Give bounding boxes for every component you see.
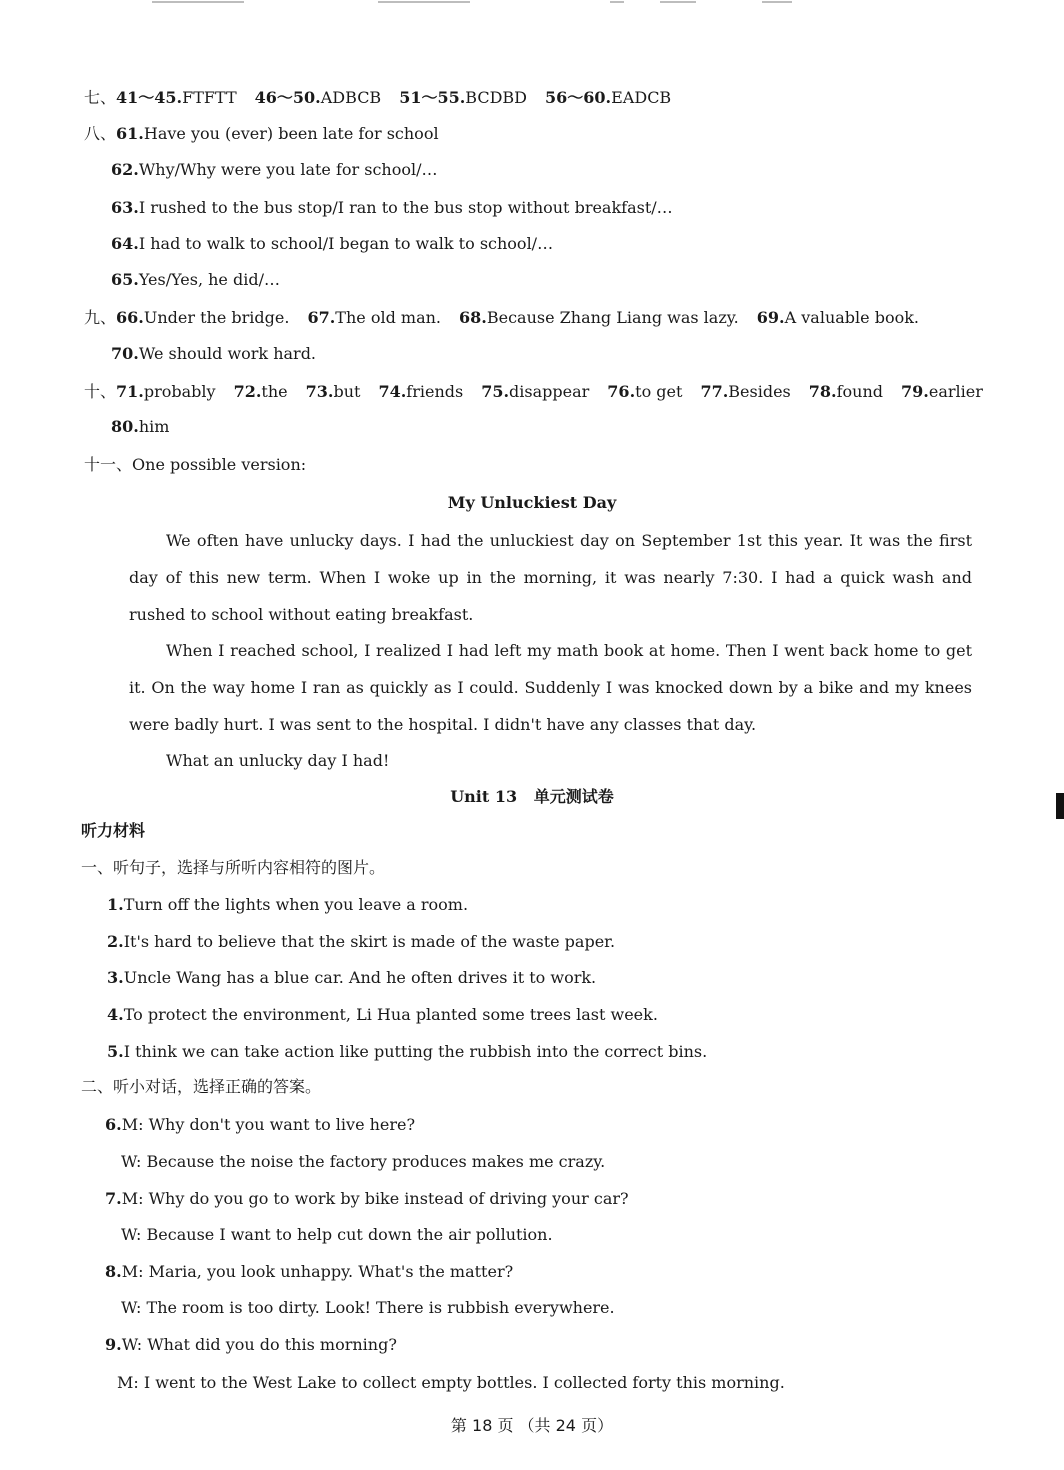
dialog-question: [105, 1188, 629, 1210]
sentence-text: It's hard to believe that the skirt is made of the waste paper.: [123, 932, 616, 951]
section-label: 十一、: [84, 455, 133, 474]
dialog-answer: M: I went to the West Lake to collect empty bottles. I collected forty this morning.: [117, 1373, 785, 1392]
item-number: 64.: [111, 234, 139, 253]
edge-scan-mark: [1056, 793, 1064, 819]
item-number: 66.: [116, 308, 144, 327]
item-answer: Why/Why were you late for school/…: [138, 160, 438, 179]
answers: EADCB: [611, 88, 672, 107]
answers: ADBCB: [320, 88, 382, 107]
section-label: 九、: [84, 308, 117, 327]
item-answer: Have you (ever) been late for school: [143, 124, 439, 143]
section-8-item: [84, 123, 439, 145]
section-9-item: [111, 343, 316, 365]
listening-sentence: [107, 931, 615, 953]
dialog-line: M: Maria, you look unhappy. What's the matter?: [121, 1262, 514, 1281]
dialog-answer: W: Because I want to help cut down the air pollution.: [121, 1225, 553, 1244]
item-number: 5.: [107, 1042, 124, 1061]
section-8-item: [111, 233, 553, 255]
dialog-question: [105, 1114, 415, 1136]
item-number: 67.: [307, 308, 336, 327]
item-answer: the: [261, 382, 288, 401]
item-number: 68.: [459, 308, 487, 327]
section-8-item: [111, 159, 438, 181]
item-answer: to get: [635, 382, 683, 401]
page-footer: 第 18 页 （共 24 页）: [450, 1416, 614, 1435]
unit-subtitle: 单元测试卷: [533, 787, 614, 806]
item-number: 78.: [808, 382, 837, 401]
item-number: 80.: [111, 417, 139, 436]
item-number: 1.: [107, 895, 124, 914]
item-number: 8.: [105, 1262, 122, 1281]
item-answer: earlier: [928, 382, 983, 401]
listening-sentence: [107, 1004, 658, 1026]
item-number: 3.: [107, 968, 124, 987]
sentence-text: To protect the environment, Li Hua planted some trees last week.: [123, 1005, 658, 1024]
answers: BCDBD: [465, 88, 528, 107]
sentence-text: Turn off the lights when you leave a room.: [123, 895, 469, 914]
item-number: 70.: [111, 344, 139, 363]
item-number: 2.: [107, 932, 124, 951]
section-9-answers: [84, 307, 919, 329]
dialog-line: M: Why do you go to work by bike instead of driving your car?: [121, 1189, 629, 1208]
item-answer: him: [138, 417, 170, 436]
item-answer: friends: [406, 382, 464, 401]
sentence-text: Uncle Wang has a blue car. And he often drives it to work.: [123, 968, 597, 987]
essay-paragraph: When I reached school, I realized I had left my math book at home. Then I went back home to get it. On the way home I ran as quickly as I could. Suddenly I was knocked down by a bike and my knees were badly hurt. I was sent to the hospital. I didn't have any classes that day.: [129, 641, 972, 734]
item-number: 76.: [607, 382, 636, 401]
dialog-line: M: Why don't you want to live here?: [121, 1115, 416, 1134]
unit-name: Unit 13: [450, 787, 518, 806]
top-edge-marks: [0, 0, 1064, 6]
item-number: 9.: [105, 1335, 122, 1354]
listening-part-2-label: 二、听小对话，选择正确的答案。: [81, 1077, 322, 1096]
item-number: 65.: [111, 270, 139, 289]
unit-heading: [0, 786, 1064, 808]
sentence-text: I think we can take action like putting the rubbish into the correct bins.: [123, 1042, 708, 1061]
section-10-item: [111, 416, 169, 438]
item-number: 75.: [481, 382, 510, 401]
listening-sentence: [107, 1041, 707, 1063]
listening-sentence: [107, 967, 596, 989]
dialog-answer: W: Because the noise the factory produces makes me crazy.: [121, 1152, 606, 1171]
dialog-question: [105, 1261, 513, 1283]
section-8-item: [111, 269, 280, 291]
section-8-item: [111, 197, 673, 219]
essay-paragraph: We often have unlucky days. I had the unluckiest day on September 1st this year. It was the first day of this new term. When I woke up in the morning, it was nearly 7:30. I had a quick wash and rushed to school without eating breakfast.: [129, 531, 972, 624]
listening-heading: 听力材料: [81, 821, 146, 840]
intro-text: One possible version:: [132, 455, 307, 474]
item-answer: but: [333, 382, 361, 401]
listening-sentence: [107, 894, 468, 916]
answers: FTFTT: [182, 88, 237, 107]
item-number: 7.: [105, 1189, 122, 1208]
question-range: 51～55.: [399, 88, 466, 107]
section-label: 十、: [84, 382, 117, 401]
item-answer: found: [836, 382, 884, 401]
dialog-line: W: What did you do this morning?: [121, 1335, 397, 1354]
item-number: 69.: [756, 308, 785, 327]
section-11-intro: [84, 454, 306, 476]
item-number: 72.: [233, 382, 262, 401]
item-number: 79.: [901, 382, 929, 401]
item-number: 4.: [107, 1005, 124, 1024]
item-answer: Yes/Yes, he did/…: [138, 270, 280, 289]
item-number: 61.: [116, 124, 144, 143]
item-number: 62.: [111, 160, 139, 179]
essay-title: My Unluckiest Day: [447, 493, 617, 512]
item-answer: Besides: [728, 382, 791, 401]
item-answer: I rushed to the bus stop/I ran to the bus stop without breakfast/…: [138, 198, 673, 217]
section-label: 八、: [84, 124, 117, 143]
section-10-answers: [84, 381, 983, 403]
item-number: 6.: [105, 1115, 122, 1134]
item-answer: disappear: [509, 382, 590, 401]
item-number: 63.: [111, 198, 139, 217]
item-number: 71.: [116, 382, 144, 401]
question-range: 56～60.: [545, 88, 612, 107]
item-answer: I had to walk to school/I began to walk to school/…: [138, 234, 554, 253]
item-number: 74.: [378, 382, 407, 401]
essay-paragraph: What an unlucky day I had!: [166, 751, 390, 770]
section-7-answers: [84, 87, 671, 109]
section-label: 七、: [84, 88, 117, 107]
dialog-answer: W: The room is too dirty. Look! There is rubbish everywhere.: [121, 1298, 615, 1317]
item-number: 73.: [305, 382, 334, 401]
item-answer: The old man.: [335, 308, 441, 327]
item-answer: Under the bridge.: [143, 308, 290, 327]
listening-part-1-label: 一、听句子，选择与所听内容相符的图片。: [81, 858, 386, 877]
item-answer: Because Zhang Liang was lazy.: [486, 308, 739, 327]
item-answer: probably: [143, 382, 216, 401]
dialog-question: [105, 1334, 397, 1356]
question-range: 41～45.: [116, 88, 183, 107]
item-answer: A valuable book.: [784, 308, 919, 327]
item-answer: We should work hard.: [138, 344, 317, 363]
question-range: 46～50.: [254, 88, 321, 107]
item-number: 77.: [700, 382, 729, 401]
